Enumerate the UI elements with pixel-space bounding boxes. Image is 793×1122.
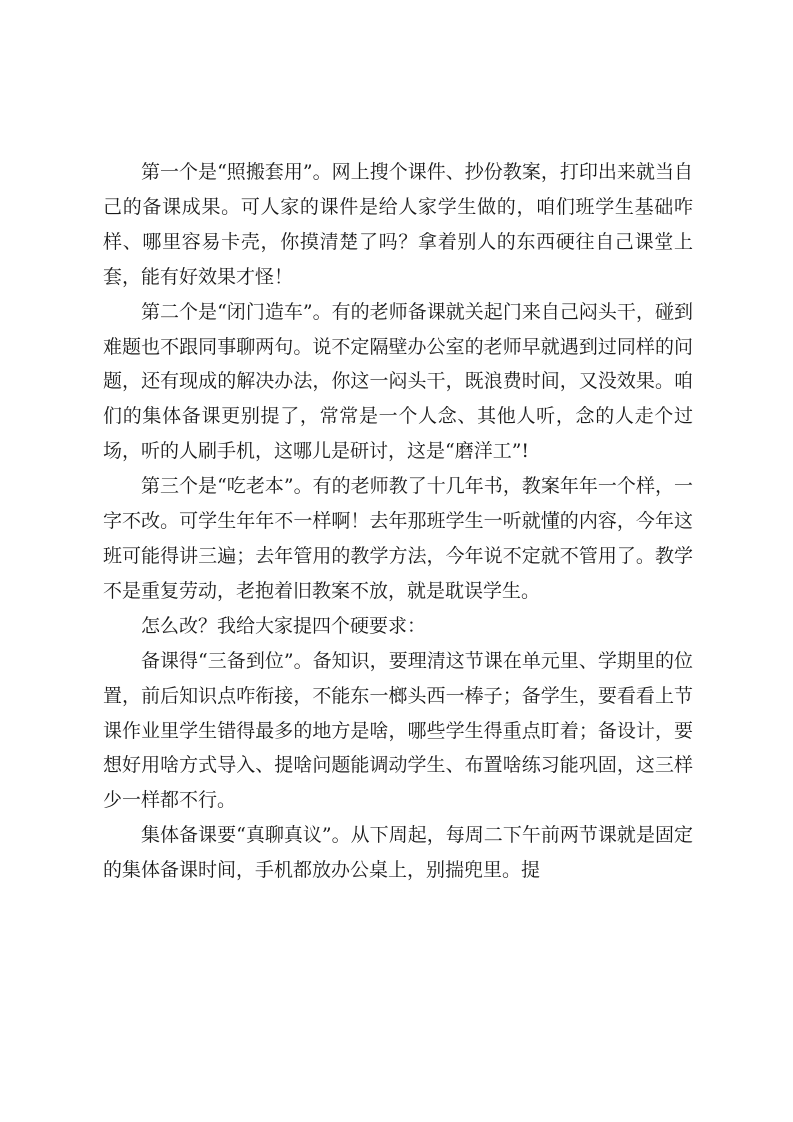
- paragraph-1: 第一个是“照搬套用”。网上搜个课件、抄份教案，打印出来就当自己的备课成果。可人家的课件是给人家学生做的，咱们班学生基础咋样、哪里容易卡壳，你摸清楚了吗？拿着别人的东西硬往自己课堂上套，能有好效果才怪！: [103, 161, 693, 288]
- paragraph-5: 备课得“三备到位”。备知识，要理清这节课在单元里、学期里的位置，前后知识点咋衔接，不能东一榔头西一棒子；备学生，要看看上节课作业里学生错得最多的地方是啥，哪些学生得重点盯着；备设计，要想好用啥方式导入、提啥问题能调动学生、布置啥练习能巩固，这三样少一样都不行。: [103, 649, 693, 812]
- paragraph-3: 第三个是“吃老本”。有的老师教了十几年书，教案年年一个样，一字不改。可学生年年不一样啊！去年那班学生一听就懂的内容，今年这班可能得讲三遍；去年管用的教学方法，今年说不定就不管用了。教学不是重复劳动，老抱着旧教案不放，就是耽误学生。: [103, 475, 693, 602]
- document-body: [103, 155, 693, 888]
- paragraph-2: 第二个是“闭门造车”。有的老师备课就关起门来自己闷头干，碰到难题也不跟同事聊两句。说不定隔壁办公室的老师早就遇到过同样的问题，还有现成的解决办法，你这一闷头干，既浪费时间，又没效果。咱们的集体备课更别提了，常常是一个人念、其他人听，念的人走个过场，听的人刷手机，这哪儿是研讨，这是“磨洋工”!: [103, 300, 693, 463]
- paragraph-6: 集体备课要“真聊真议”。从下周起，每周二下午前两节课就是固定的集体备课时间，手机都放办公桌上，别揣兜里。提: [103, 824, 693, 882]
- paragraph-4: 怎么改？我给大家提四个硬要求：: [141, 614, 427, 637]
